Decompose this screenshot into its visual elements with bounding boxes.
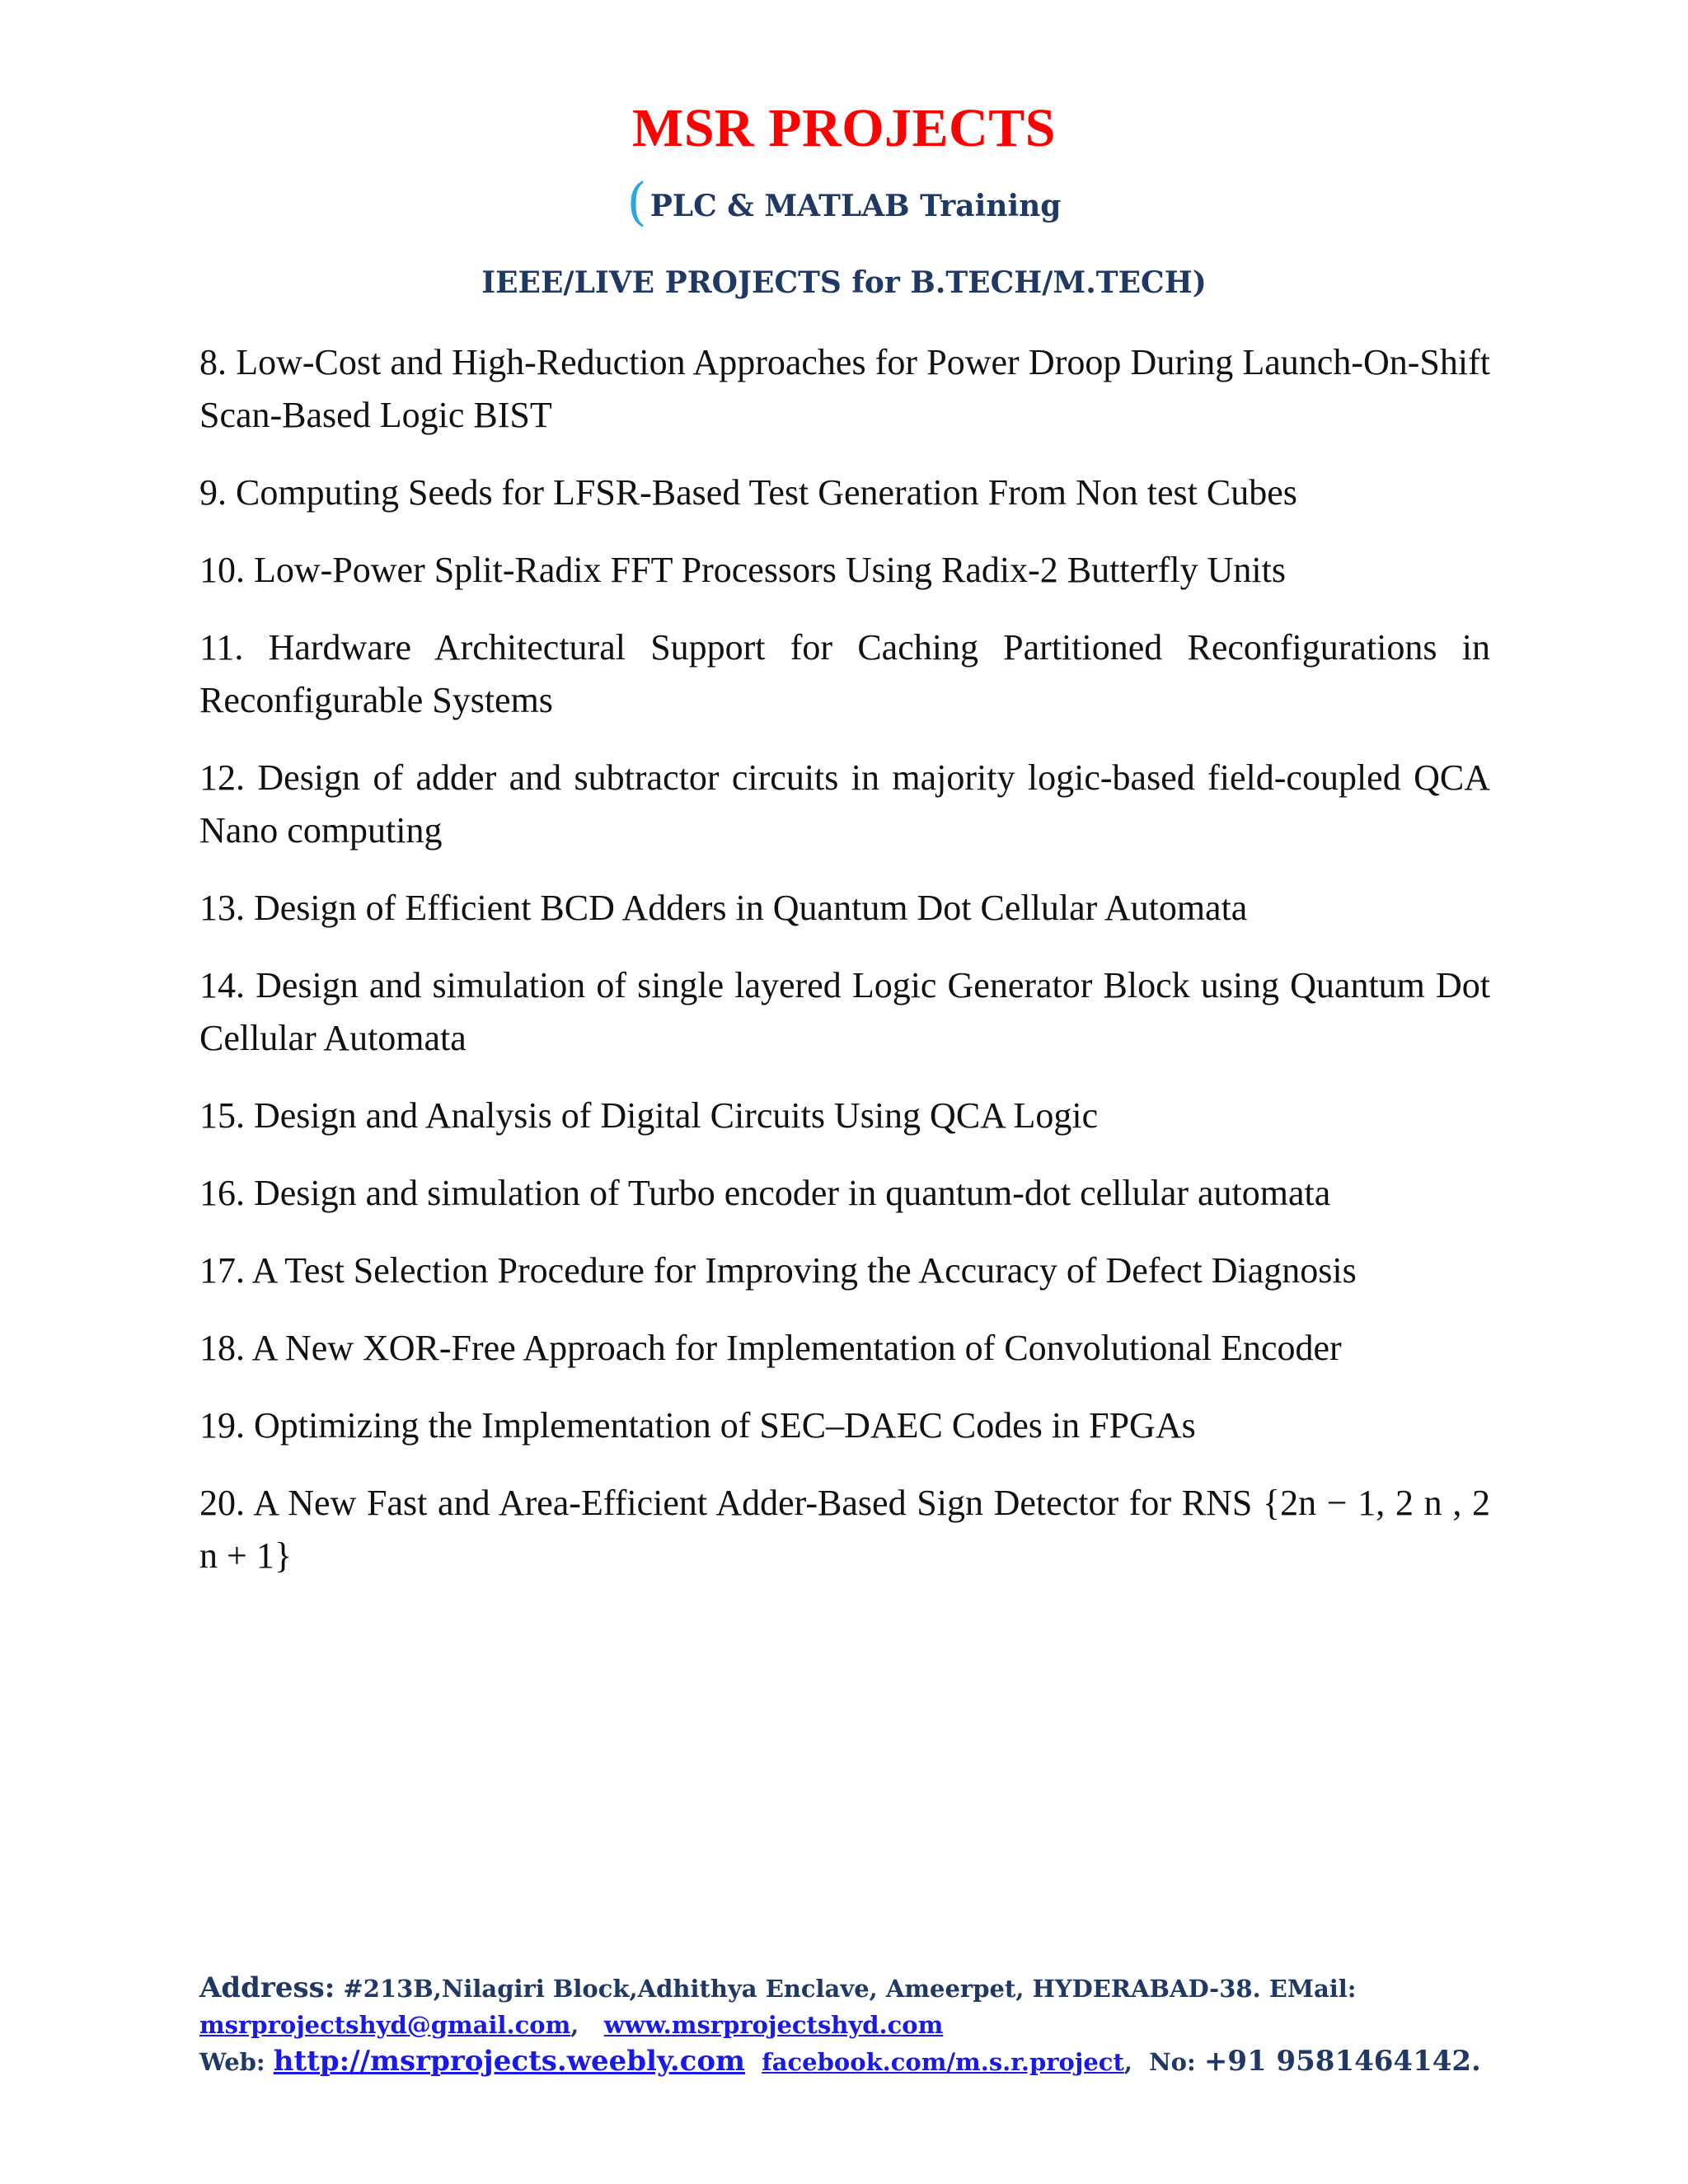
website-link[interactable]: www.msrprojectshyd.com — [603, 2011, 944, 2039]
subtitle-projects: IEEE/LIVE PROJECTS for B.TECH/M.TECH) — [481, 265, 1207, 300]
subtitle-training-text: PLC & MATLAB Training — [649, 189, 1062, 223]
footer — [199, 1970, 1551, 2080]
address-line: Address: #213B,Nilagiri Block,Adhithya Enclave, Ameerpet, HYDERABAD-38. EMail: msrprojectshyd@gmail.com, www.msrprojectshyd.com — [199, 1971, 1357, 2039]
web-line: Web: http://msrprojects.weebly.com facebook.com/m.s.r.project, No: +91 9581464142. — [199, 2045, 1481, 2078]
email-link[interactable]: msrprojectshyd@gmail.com — [199, 2011, 571, 2039]
list-item: 10. Low-Power Split-Radix FFT Processors Using Radix-2 Butterfly Units — [199, 550, 1286, 590]
list-item: 20. A New Fast and Area-Efficient Adder-Based Sign Detector for RNS {2n − 1, 2 n , 2 n + 1} — [199, 1483, 1490, 1576]
facebook-link[interactable]: facebook.com/m.s.r.project — [762, 2048, 1124, 2076]
weebly-link[interactable]: http://msrprojects.weebly.com — [273, 2045, 746, 2078]
phone-label: No: — [1149, 2048, 1196, 2076]
list-item: 8. Low-Cost and High-Reduction Approaches for Power Droop During Launch-On-Shift Scan-Based Logic BIST — [199, 342, 1490, 435]
phone-number: +91 9581464142. — [1203, 2045, 1481, 2078]
address-label: Address: — [199, 1971, 335, 2004]
list-item: 17. A Test Selection Procedure for Improving the Accuracy of Defect Diagnosis — [199, 1250, 1357, 1291]
address-text: #213B,Nilagiri Block,Adhithya Enclave, Ameerpet, HYDERABAD-38. — [343, 1975, 1261, 2003]
list-item: 16. Design and simulation of Turbo encoder in quantum-dot cellular automata — [199, 1173, 1331, 1213]
list-item: 14. Design and simulation of single layered Logic Generator Block using Quantum Dot Cellular Automata — [199, 965, 1490, 1058]
subtitle-training — [0, 171, 1688, 232]
page-title: MSR PROJECTS — [632, 98, 1056, 158]
list-item: 9. Computing Seeds for LFSR-Based Test Generation From Non test Cubes — [199, 472, 1297, 513]
list-item: 18. A New XOR-Free Approach for Implementation of Convolutional Encoder — [199, 1328, 1342, 1368]
list-item: 15. Design and Analysis of Digital Circuits Using QCA Logic — [199, 1095, 1099, 1136]
list-item: 12. Design of adder and subtractor circuits in majority logic-based field-coupled QCA Nano computing — [199, 757, 1490, 851]
list-item: 11. Hardware Architectural Support for Caching Partitioned Reconfigurations in Reconfigurable Systems — [199, 627, 1490, 720]
open-paren: ( — [626, 171, 647, 232]
list-item: 19. Optimizing the Implementation of SEC–DAEC Codes in FPGAs — [199, 1405, 1196, 1446]
list-item: 13. Design of Efficient BCD Adders in Quantum Dot Cellular Automata — [199, 888, 1248, 928]
project-list — [199, 336, 1490, 1607]
web-label: Web: — [199, 2048, 265, 2076]
email-label: EMail: — [1268, 1975, 1357, 2003]
